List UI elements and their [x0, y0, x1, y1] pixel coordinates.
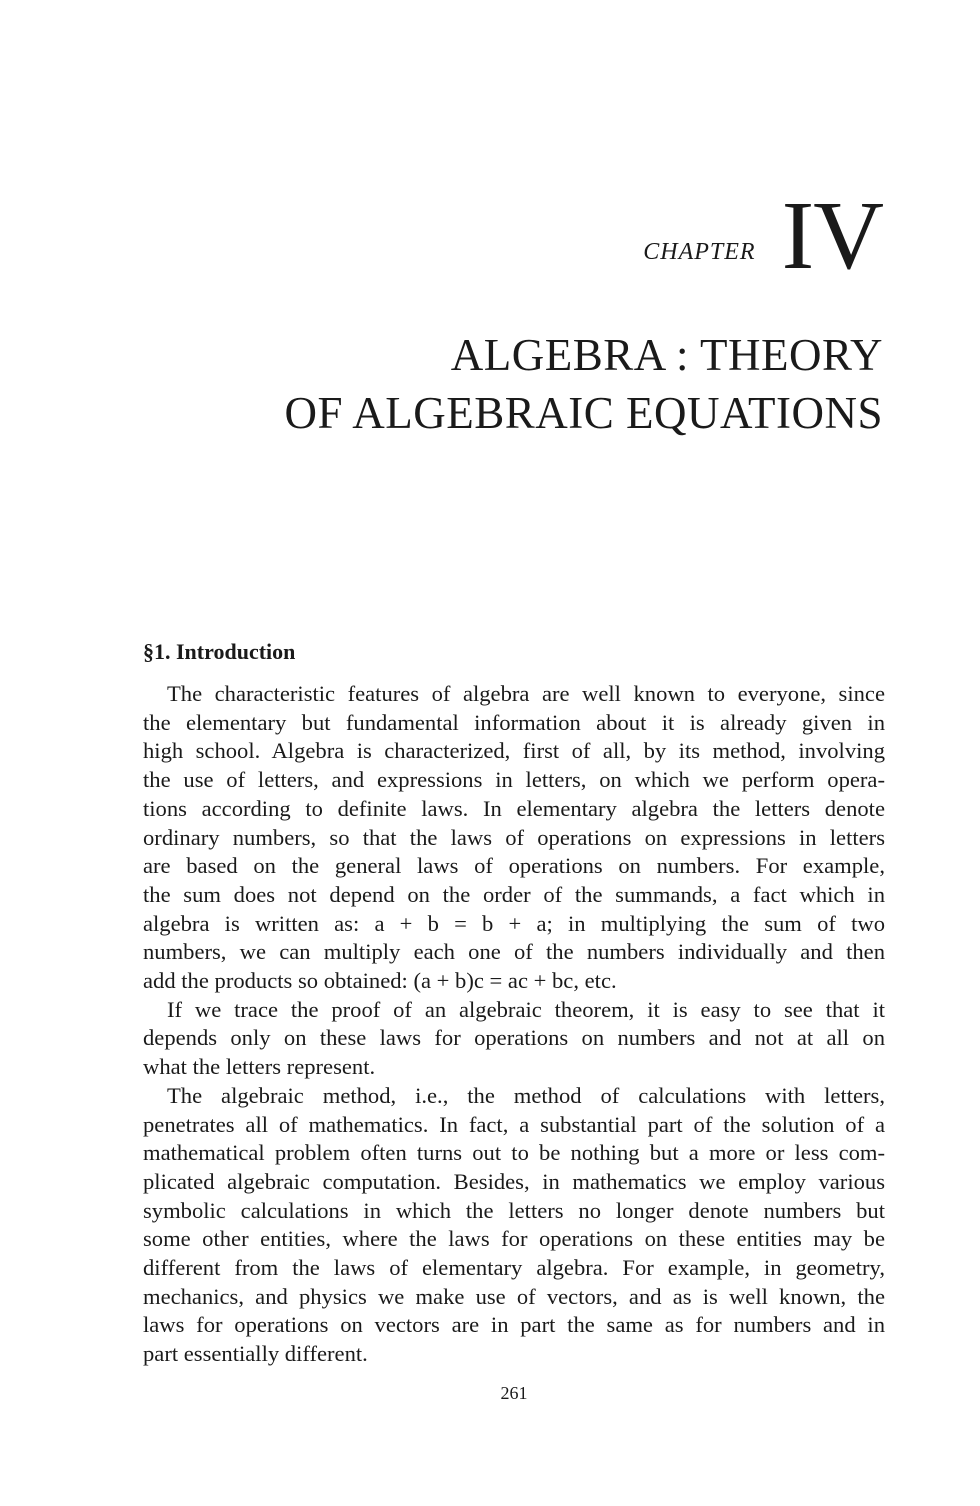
section-heading: §1. Introduction [143, 639, 296, 664]
text-line: the elementary but fundamental information about it is already given in [143, 709, 885, 735]
text-line: the use of letters, and expressions in letters, on which we perform opera- [143, 767, 885, 793]
text-line: part essentially different. [143, 1341, 368, 1367]
text-line: ordinary numbers, so that the laws of operations on expressions in letters [143, 824, 885, 850]
text-line: depends only on these laws for operations on numbers and not at all on [143, 1025, 885, 1051]
text-line: some other entities, where the laws for operations on these entities may be [143, 1226, 885, 1252]
chapter-title-line: OF ALGEBRAIC EQUATIONS [284, 388, 883, 438]
text-line: plicated algebraic computation. Besides, in mathematics we employ various [143, 1168, 885, 1194]
body-text [143, 680, 885, 1369]
chapter-title [284, 326, 883, 442]
paragraph [143, 680, 885, 996]
text-line: symbolic calculations in which the letters no longer denote numbers but [143, 1197, 885, 1223]
page-number: 261 [500, 1383, 528, 1403]
chapter-header [643, 178, 883, 290]
text-line: what the letters represent. [143, 1054, 376, 1080]
text-line: mathematical problem often turns out to be nothing but a more or less com- [143, 1140, 885, 1166]
chapter-number: IV [781, 181, 883, 290]
paragraph [143, 1082, 885, 1369]
text-line: mechanics, and physics we make use of vectors, and as is well known, the [143, 1283, 885, 1309]
text-line: laws for operations on vectors are in part the same as for numbers and in [143, 1312, 885, 1338]
text-line: penetrates all of mathematics. In fact, a substantial part of the solution of a [143, 1111, 885, 1137]
text-line: numbers, we can multiply each one of the numbers individually and then [143, 939, 885, 965]
text-line: high school. Algebra is characterized, first of all, by its method, involving [143, 738, 885, 764]
text-line: tions according to definite laws. In elementary algebra the letters denote [143, 795, 885, 821]
text-line: If we trace the proof of an algebraic theorem, it is easy to see that it [167, 996, 885, 1022]
text-line: add the products so obtained: (a + b)c = ac + bc, etc. [143, 968, 617, 994]
text-line: algebra is written as: a + b = b + a; in multiplying the sum of two [143, 910, 885, 936]
text-line: The algebraic method, i.e., the method of calculations with letters, [167, 1082, 885, 1108]
text-line: different from the laws of elementary algebra. For example, in geometry, [143, 1255, 885, 1281]
text-line: are based on the general laws of operations on numbers. For example, [143, 853, 885, 879]
chapter-title-line: ALGEBRA : THEORY [450, 330, 883, 380]
text-line: The characteristic features of algebra are well known to everyone, since [167, 681, 885, 706]
text-line: the sum does not depend on the order of the summands, a fact which in [143, 881, 885, 907]
paragraph [143, 996, 885, 1082]
chapter-label: CHAPTER [643, 239, 756, 265]
